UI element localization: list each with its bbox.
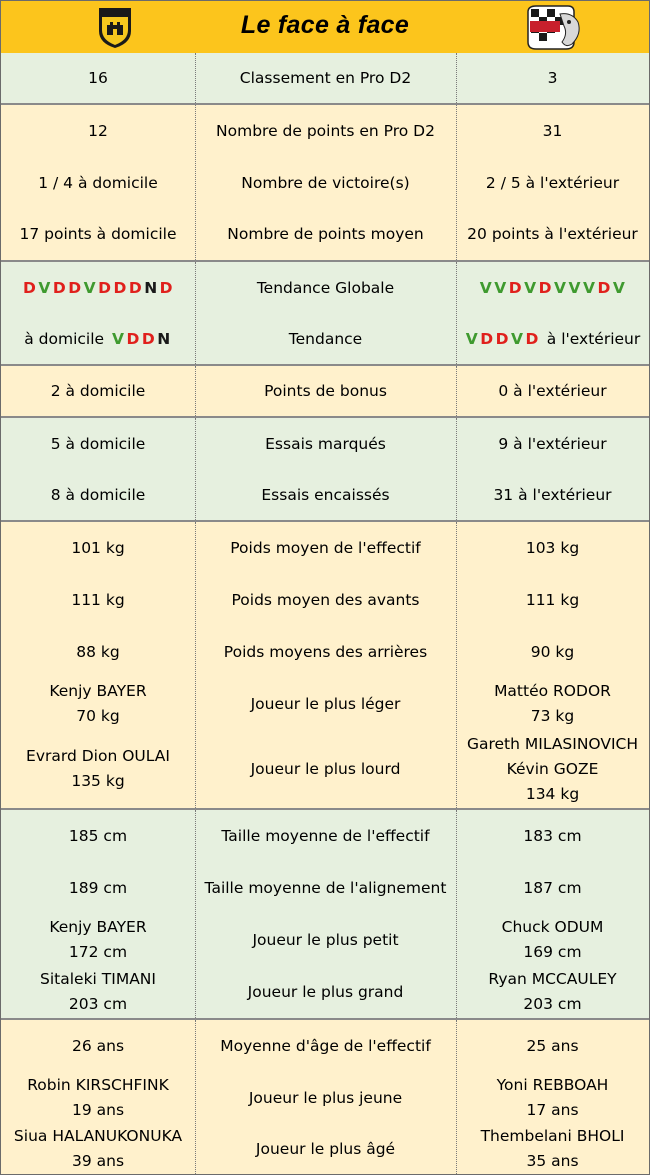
row-label: Poids moyens des arrières xyxy=(223,642,428,661)
player-value: 135 kg xyxy=(71,772,125,790)
row-label: Classement en Pro D2 xyxy=(239,68,412,87)
left-value: 111 kg xyxy=(71,590,125,609)
row-label: Joueur le plus petit xyxy=(252,930,399,949)
left-value: 12 xyxy=(88,121,108,140)
valence-romans-logo xyxy=(522,4,584,51)
row-label: Nombre de victoire(s) xyxy=(241,173,410,192)
result-v: V xyxy=(553,278,567,297)
row-poids-effectif xyxy=(1,522,649,574)
player-name: Gareth MILASINOVICH xyxy=(466,734,639,753)
row-essais-encaisses xyxy=(1,470,649,520)
row-label: Essais marqués xyxy=(265,434,386,453)
right-value: 31 à l'extérieur xyxy=(493,485,612,504)
left-value: 101 kg xyxy=(71,538,125,557)
player-name: Robin KIRSCHFINK xyxy=(27,1076,169,1094)
right-value: 3 xyxy=(547,68,558,87)
section-points xyxy=(1,105,649,262)
row-taille-effectif xyxy=(1,810,649,862)
form-guide-left xyxy=(111,330,172,348)
player-name: Kenjy BAYER xyxy=(49,918,147,936)
row-label: Joueur le plus grand xyxy=(247,982,404,1001)
result-d: D xyxy=(22,278,37,297)
section-poids xyxy=(1,522,649,810)
page-title: Le face à face xyxy=(240,11,410,39)
row-label: Poids moyen de l'effectif xyxy=(230,538,421,557)
row-label: Joueur le plus lourd xyxy=(250,759,401,778)
row-age-effectif xyxy=(1,1020,649,1072)
player-value: 172 cm xyxy=(68,943,128,961)
result-v: V xyxy=(479,278,493,297)
row-plus-petit xyxy=(1,914,649,966)
section-essais xyxy=(1,418,649,522)
result-d: D xyxy=(525,329,539,348)
section-bonus xyxy=(1,366,649,418)
right-value: 0 à l'extérieur xyxy=(498,381,607,400)
result-d: D xyxy=(113,278,127,297)
result-v: V xyxy=(510,329,524,348)
row-label: Tendance xyxy=(288,329,363,348)
row-label: Taille moyenne de l'alignement xyxy=(204,878,447,897)
row-label: Moyenne d'âge de l'effectif xyxy=(220,1036,431,1055)
right-value: 183 cm xyxy=(523,826,582,845)
result-d: D xyxy=(495,329,509,348)
result-d: D xyxy=(508,278,523,297)
right-value: 103 kg xyxy=(525,538,580,557)
result-v: V xyxy=(524,278,537,297)
row-label: Joueur le plus léger xyxy=(250,694,401,713)
left-value: 5 à domicile xyxy=(50,434,146,453)
row-points-moyen xyxy=(1,209,649,260)
row-essais-marques xyxy=(1,418,649,470)
left-value: 26 ans xyxy=(71,1036,125,1055)
away-suffix: à l'extérieur xyxy=(546,329,641,348)
player-name: Yoni REBBOAH xyxy=(496,1076,609,1094)
result-d: D xyxy=(52,278,67,297)
result-n: N xyxy=(144,278,158,297)
player-value: 19 ans xyxy=(71,1101,125,1119)
row-label: Nombre de points moyen xyxy=(227,225,424,243)
row-label: Essais encaissés xyxy=(261,485,390,504)
left-value: 1 / 4 à domicile xyxy=(38,173,158,192)
form-guide-left xyxy=(22,276,174,301)
result-d: D xyxy=(68,278,82,297)
player-name: Siua HALANUKONUKA xyxy=(13,1127,183,1145)
row-tendance xyxy=(1,314,649,364)
right-value: 90 kg xyxy=(530,642,575,661)
left-value: 16 xyxy=(88,68,108,87)
result-d: D xyxy=(126,329,140,348)
player-name: Kévin GOZE xyxy=(506,759,599,778)
right-value: 31 xyxy=(542,121,563,140)
form-guide-right xyxy=(465,330,540,348)
row-label: Joueur le plus âgé xyxy=(255,1139,396,1158)
row-label: Taille moyenne de l'effectif xyxy=(221,826,430,845)
section-tendance xyxy=(1,262,649,366)
player-name: Thembelani BHOLI xyxy=(480,1127,625,1145)
row-plus-grand xyxy=(1,966,649,1018)
section-age xyxy=(1,1020,649,1174)
player-name: Ryan MCCAULEY xyxy=(488,970,617,988)
player-value: 169 cm xyxy=(523,943,582,961)
player-value: 70 kg xyxy=(76,707,120,725)
row-plus-age xyxy=(1,1124,649,1174)
right-value: 9 à l'extérieur xyxy=(498,434,607,453)
left-value: 185 cm xyxy=(68,826,128,845)
right-value: 111 kg xyxy=(525,590,580,609)
result-v: V xyxy=(612,278,626,297)
row-victoires xyxy=(1,157,649,209)
left-value: 88 kg xyxy=(76,642,120,661)
result-v: V xyxy=(582,278,596,297)
player-name: Chuck ODUM xyxy=(501,918,604,936)
right-value: 20 points à l'extérieur xyxy=(467,225,638,243)
player-value: 17 ans xyxy=(526,1101,579,1119)
result-n: N xyxy=(157,329,171,348)
player-name: Sitaleki TIMANI xyxy=(40,970,156,988)
home-prefix: à domicile xyxy=(24,329,105,348)
row-plus-leger xyxy=(1,678,649,730)
player-value: 35 ans xyxy=(526,1152,579,1170)
result-d: D xyxy=(538,278,552,297)
right-value: 187 cm xyxy=(523,878,582,897)
player-value: 73 kg xyxy=(530,707,575,725)
row-plus-jeune xyxy=(1,1072,649,1124)
player-value: 39 ans xyxy=(71,1152,125,1170)
row-plus-lourd xyxy=(1,730,649,808)
row-label: Points de bonus xyxy=(264,381,387,400)
left-value: 189 cm xyxy=(68,878,128,897)
right-value: 2 / 5 à l'extérieur xyxy=(485,173,620,192)
row-taille-alignement xyxy=(1,862,649,914)
row-label: Poids moyen des avants xyxy=(231,590,420,609)
left-value: 2 à domicile xyxy=(50,381,146,400)
section-classement xyxy=(1,53,649,105)
player-name: Evrard Dion OULAI xyxy=(26,747,170,765)
row-label: Joueur le plus jeune xyxy=(248,1088,403,1107)
form-guide-right xyxy=(479,276,627,301)
result-d: D xyxy=(98,278,112,297)
result-d: D xyxy=(480,329,494,348)
player-value: 203 cm xyxy=(523,995,582,1013)
result-d: D xyxy=(159,278,174,297)
result-d: D xyxy=(597,278,611,297)
result-v: V xyxy=(38,278,51,297)
header-banner xyxy=(1,1,649,55)
player-value: 134 kg xyxy=(525,784,580,803)
player-name: Mattéo RODOR xyxy=(494,682,611,700)
result-v: V xyxy=(568,278,581,297)
result-d: D xyxy=(128,278,143,297)
result-v: V xyxy=(494,278,507,297)
player-value: 203 cm xyxy=(68,995,128,1013)
result-v: V xyxy=(83,278,97,297)
result-v: V xyxy=(465,329,479,348)
row-poids-avants xyxy=(1,574,649,626)
row-points xyxy=(1,105,649,157)
left-value: 17 points à domicile xyxy=(19,225,177,243)
result-d: D xyxy=(141,329,156,348)
row-tendance-globale xyxy=(1,262,649,314)
right-value: 25 ans xyxy=(526,1036,579,1055)
result-v: V xyxy=(112,329,125,348)
section-taille xyxy=(1,810,649,1020)
left-value: 8 à domicile xyxy=(50,485,146,504)
row-classement xyxy=(1,53,649,103)
row-bonus xyxy=(1,366,649,416)
player-name: Kenjy BAYER xyxy=(49,682,147,700)
row-label: Nombre de points en Pro D2 xyxy=(216,121,435,140)
row-label: Tendance Globale xyxy=(256,278,395,297)
row-poids-arrieres xyxy=(1,626,649,678)
